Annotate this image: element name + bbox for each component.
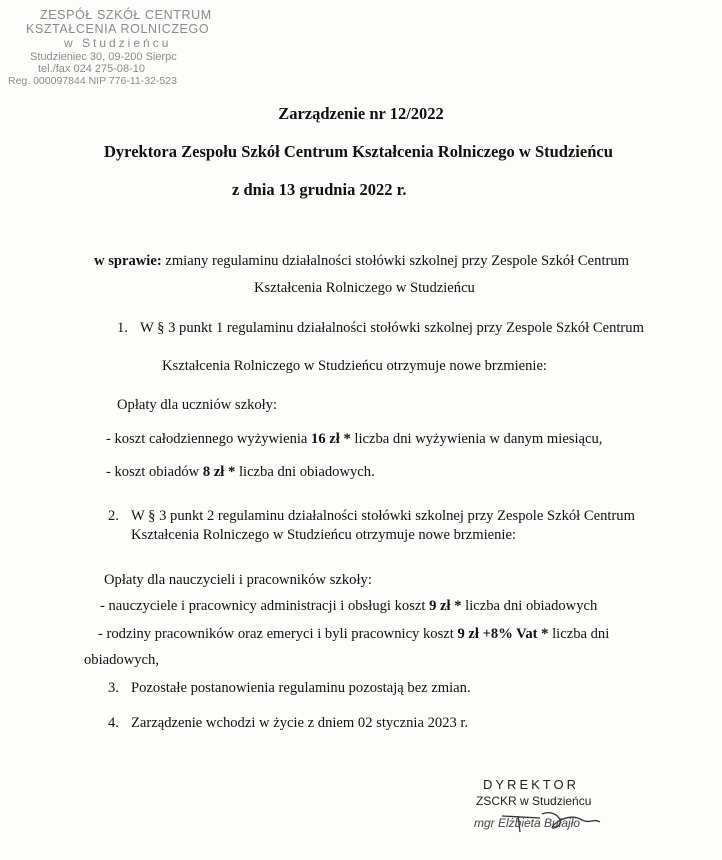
point-2-fees-heading: Opłaty dla nauczycieli i pracowników szkoły: [104,572,372,588]
point-2-item-2-continuation: obiadowych, [84,652,159,668]
item-text: liczba dni [548,626,610,642]
point-2-item-1 [100,598,597,615]
point-1-line-1: W § 3 punkt 1 regulaminu działalności stołówki szkolnej przy Zespole Szkół Centrum [140,320,644,336]
item-text: liczba dni obiadowych. [235,464,375,480]
stamp-line-6: Reg. 000097844 NIP 776-11-32-523 [8,75,177,87]
signature-org: ZSCKR w Studzieńcu [476,794,592,808]
point-3-number: 3. [108,680,119,696]
point-2-number: 2. [108,508,119,524]
subject-line [94,253,629,270]
item-amount: 9 zł +8% Vat * [457,626,549,642]
point-1-item-1 [106,431,602,448]
point-4-text: Zarządzenie wchodzi w życie z dniem 02 stycznia 2023 r. [131,715,469,731]
point-4-number: 4. [108,715,119,731]
item-text: - nauczyciele i pracownicy administracji i obsługi koszt [100,598,430,614]
point-1-item-2 [106,464,375,481]
document-date: z dnia 13 grudnia 2022 r. [232,180,407,199]
item-text: liczba dni obiadowych [461,598,598,614]
stamp-line-3: w Studzieńcu [64,36,172,50]
subject-line-2: Kształcenia Rolniczego w Studzieńcu [254,280,475,296]
item-text: - koszt obiadów [106,464,203,480]
signature-name: mgr Elżbieta Bułajło [474,816,581,830]
point-1-fees-heading: Opłaty dla uczniów szkoły: [117,397,278,413]
item-amount: 9 zł * [429,598,462,614]
item-amount: 16 zł * [311,431,351,447]
item-text: liczba dni wyżywienia w danym miesiącu, [350,431,603,447]
handwritten-signature [496,806,606,836]
point-1-line-2: Kształcenia Rolniczego w Studzieńcu otrzymuje nowe brzmienie: [162,358,547,374]
item-amount: 8 zł * [202,464,236,480]
stamp-line-4: Studzieniec 30, 09-200 Sierpc [30,51,177,63]
item-text: - rodziny pracowników oraz emeryci i byli pracownicy koszt [98,626,458,642]
stamp-line-2: KSZTAŁCENIA ROLNICZEGO [26,22,210,36]
point-2-line-2: Kształcenia Rolniczego w Studzieńcu otrzymuje nowe brzmienie: [131,527,516,543]
point-3-text: Pozostałe postanowienia regulaminu pozostają bez zmian. [131,680,471,696]
stamp-line-5: tel./fax 024 275-08-10 [38,63,146,75]
stamp-line-1: ZESPÓŁ SZKÓŁ CENTRUM [40,8,212,22]
document-title: Zarządzenie nr 12/2022 [278,104,444,123]
subject-text: zmiany regulaminu działalności stołówki szkolnej przy Zespole Szkół Centrum [161,253,630,269]
signature-role: DYREKTOR [483,777,579,792]
point-1-number: 1. [117,320,128,336]
item-text: - koszt całodziennego wyżywienia [106,431,312,447]
point-2-line-1: W § 3 punkt 2 regulaminu działalności stołówki szkolnej przy Zespole Szkół Centrum [131,508,635,524]
document-subtitle: Dyrektora Zespołu Szkół Centrum Kształcenia Rolniczego w Studzieńcu [104,142,613,161]
point-2-item-2 [98,626,609,643]
subject-label: w sprawie: [94,253,162,269]
